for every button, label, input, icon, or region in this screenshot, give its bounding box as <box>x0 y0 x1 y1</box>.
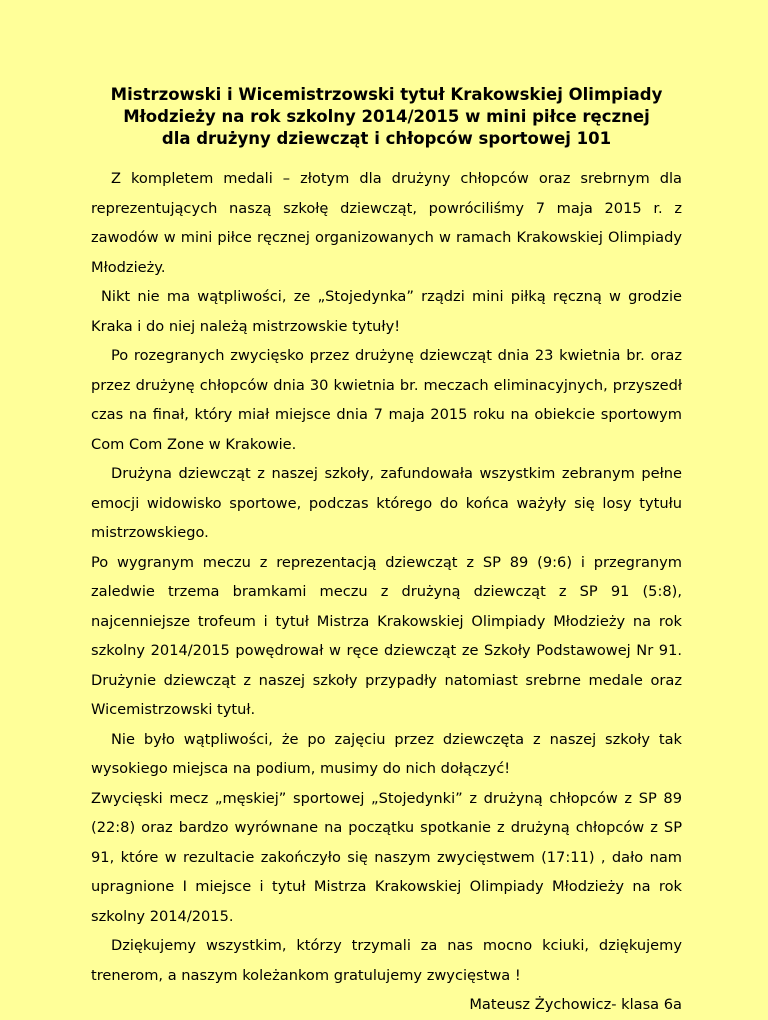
author-signature: Mateusz Żychowicz- klasa 6a <box>469 996 682 1013</box>
title-line-2: Młodzieży na rok szkolny 2014/2015 w mini piłce ręcznej <box>123 107 650 126</box>
title-line-3: dla drużyny dziewcząt i chłopców sportowej 101 <box>161 129 612 148</box>
paragraph-boys-results: Zwycięski mecz „męskiej” sportowej „Stojedynki” z drużyną chłopców z SP 89 (22:8) oraz bardzo wyrównane na początku spotkanie z drużyną chłopców z SP 91, które w rezultacie zakończyło się naszym zwycięstwem (17:11) , dało nam upragnione I miejsce i tytuł Mistrza Krakowskiej Olimpiady Młodzieży na rok szkolny 2014/2015. <box>91 789 682 925</box>
paragraph-medals: Z kompletem medali – złotym dla drużyny chłopców oraz srebrnym dla reprezentujących naszą szkołę dziewcząt, powróciliśmy 7 maja 2015 r. z zawodów w mini piłce ręcznej organizowanych w ramach Krakowskiej Olimpiady Młodzieży. <box>91 170 682 276</box>
paragraph-eliminations: Po rozegranych zwycięsko przez drużynę dziewcząt dnia 23 kwietnia br. oraz przez drużynę chłopców dnia 30 kwietnia br. meczach eliminacyjnych, przyszedł czas na finał, który miał miejsce dnia 7 maja 2015 roku na obiekcie sportowym Com Com Zone w Krakowie. <box>91 347 682 453</box>
paragraph-thanks: Dziękujemy wszystkim, którzy trzymali za nas mocno kciuki, dziękujemy trenerom, a naszym koleżankom gratulujemy zwycięstwa ! <box>91 937 682 984</box>
paragraph-podium: Nie było wątpliwości, że po zajęciu przez dziewczęta z naszej szkoły tak wysokiego miejsca na podium, musimy do nich dołączyć! <box>91 730 682 777</box>
title-line-1: Mistrzowski i Wicemistrzowski tytuł Krakowskiej Olimpiady <box>110 85 663 104</box>
paragraph-no-doubt: Nikt nie ma wątpliwości, ze „Stojedynka” rządzi mini piłką ręczną w grodzie Kraka i do niej należą mistrzowskie tytuły! <box>91 288 682 335</box>
paragraph-girls-team: Drużyna dziewcząt z naszej szkoły, zafundowała wszystkim zebranym pełne emocji widowisko sportowe, podczas którego do końca ważyły się losy tytułu mistrzowskiego. <box>91 465 682 541</box>
document-title <box>91 84 682 150</box>
article-body <box>91 164 682 1020</box>
paragraph-girls-results: Po wygranym meczu z reprezentacją dziewcząt z SP 89 (9:6) i przegranym zaledwie trzema bramkami meczu z drużyną dziewcząt z SP 91 (5:8), najcenniejsze trofeum i tytuł Mistrza Krakowskiej Olimpiady Młodzieży na rok szkolny 2014/2015 powędrował w ręce dziewcząt ze Szkoły Podstawowej Nr 91. Drużynie dziewcząt z naszej szkoły przypadły natomiast srebrne medale oraz Wicemistrzowski tytuł. <box>91 553 682 718</box>
